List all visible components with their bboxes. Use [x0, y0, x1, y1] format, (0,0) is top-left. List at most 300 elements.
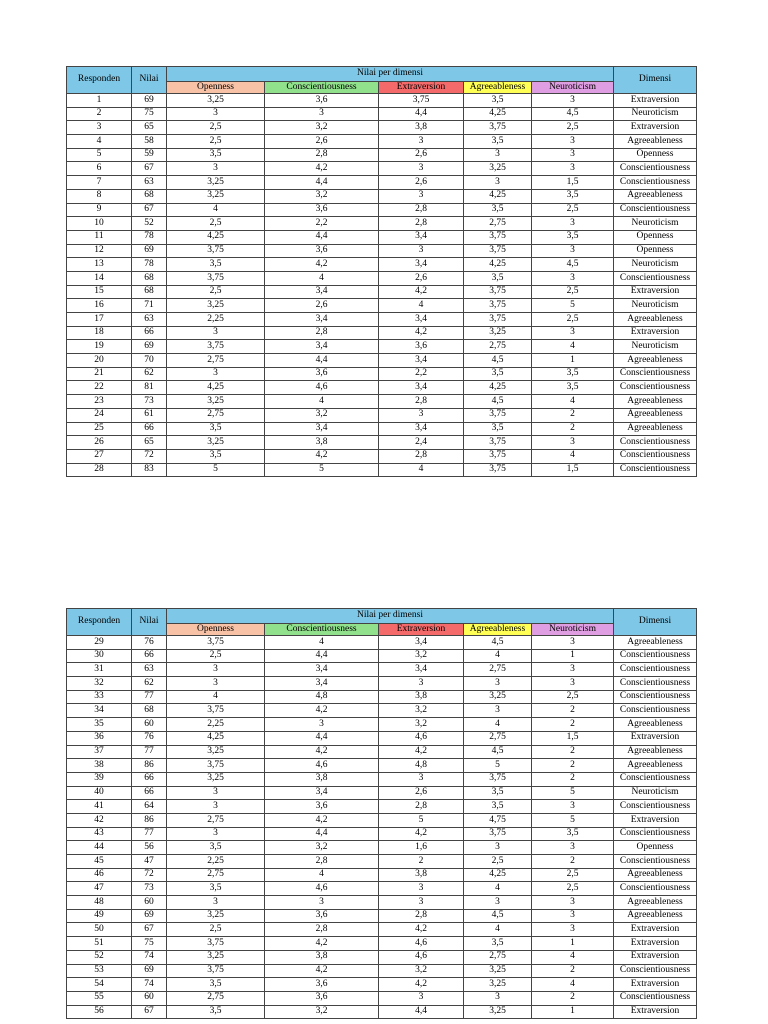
agreeableness-cell: 4,25 [464, 381, 532, 395]
nilai-cell: 86 [132, 759, 167, 773]
openness-cell: 3 [167, 162, 265, 176]
conscientiousness-cell: 3,2 [265, 189, 379, 203]
responden-cell: 44 [67, 841, 132, 855]
neuroticism-cell: 2 [532, 422, 614, 436]
header-dimensi: Dimensi [614, 609, 697, 636]
openness-cell: 3,5 [167, 422, 265, 436]
conscientiousness-cell: 4,4 [265, 230, 379, 244]
header-nilai-per-dimensi: Nilai per dimensi [167, 609, 614, 624]
responden-cell: 27 [67, 449, 132, 463]
nilai-cell: 76 [132, 636, 167, 650]
dimensi-cell: Extraversion [614, 813, 697, 827]
header-neuroticism: Neuroticism [532, 624, 614, 636]
table-row [67, 94, 697, 108]
openness-cell: 2,5 [167, 217, 265, 231]
extraversion-cell: 3,4 [379, 230, 464, 244]
table-row [67, 636, 697, 650]
table-row [67, 135, 697, 149]
dimensi-cell: Conscientiousness [614, 367, 697, 381]
table-row [67, 677, 697, 691]
conscientiousness-cell: 3,4 [265, 786, 379, 800]
agreeableness-cell: 2,75 [464, 663, 532, 677]
agreeableness-cell: 3,75 [464, 436, 532, 450]
dimensi-cell: Agreeableness [614, 408, 697, 422]
responden-cell: 20 [67, 354, 132, 368]
dimensi-cell: Extraversion [614, 731, 697, 745]
neuroticism-cell: 3,5 [532, 189, 614, 203]
agreeableness-cell: 3,5 [464, 367, 532, 381]
dimensi-cell: Extraversion [614, 923, 697, 937]
extraversion-cell: 2,4 [379, 436, 464, 450]
conscientiousness-cell: 4 [265, 636, 379, 650]
conscientiousness-cell: 2,6 [265, 299, 379, 313]
dimensi-cell: Neuroticism [614, 107, 697, 121]
dimensi-cell: Extraversion [614, 937, 697, 951]
responden-cell: 56 [67, 1005, 132, 1019]
nilai-cell: 65 [132, 436, 167, 450]
responden-cell: 11 [67, 230, 132, 244]
extraversion-cell: 2,2 [379, 367, 464, 381]
openness-cell: 3,5 [167, 449, 265, 463]
openness-cell: 3,75 [167, 340, 265, 354]
nilai-cell: 73 [132, 882, 167, 896]
neuroticism-cell: 4 [532, 340, 614, 354]
neuroticism-cell: 3 [532, 271, 614, 285]
conscientiousness-cell: 3,8 [265, 950, 379, 964]
header-conscientiousness: Conscientiousness [265, 624, 379, 636]
dimensi-cell: Extraversion [614, 326, 697, 340]
conscientiousness-cell: 2,8 [265, 923, 379, 937]
openness-cell: 3,25 [167, 909, 265, 923]
conscientiousness-cell: 3,4 [265, 677, 379, 691]
openness-cell: 3 [167, 800, 265, 814]
extraversion-cell: 4,6 [379, 731, 464, 745]
table-row [67, 107, 697, 121]
header-openness: Openness [167, 624, 265, 636]
dimensi-cell: Agreeableness [614, 422, 697, 436]
conscientiousness-cell: 3 [265, 896, 379, 910]
neuroticism-cell: 2 [532, 964, 614, 978]
responden-cell: 16 [67, 299, 132, 313]
agreeableness-cell: 3,75 [464, 299, 532, 313]
neuroticism-cell: 4 [532, 978, 614, 992]
responden-cell: 41 [67, 800, 132, 814]
openness-cell: 3 [167, 677, 265, 691]
dimensi-cell: Agreeableness [614, 189, 697, 203]
table-row [67, 162, 697, 176]
conscientiousness-cell: 2,8 [265, 855, 379, 869]
nilai-cell: 63 [132, 176, 167, 190]
nilai-cell: 64 [132, 800, 167, 814]
nilai-cell: 72 [132, 449, 167, 463]
neuroticism-cell: 3,5 [532, 367, 614, 381]
openness-cell: 2,75 [167, 813, 265, 827]
neuroticism-cell: 4 [532, 950, 614, 964]
neuroticism-cell: 2,5 [532, 313, 614, 327]
conscientiousness-cell: 3,6 [265, 244, 379, 258]
agreeableness-cell: 3 [464, 148, 532, 162]
openness-cell: 4 [167, 690, 265, 704]
extraversion-cell: 3 [379, 162, 464, 176]
responden-cell: 43 [67, 827, 132, 841]
agreeableness-cell: 3,75 [464, 313, 532, 327]
agreeableness-cell: 3,5 [464, 786, 532, 800]
nilai-cell: 81 [132, 381, 167, 395]
dimensi-cell: Extraversion [614, 94, 697, 108]
responden-cell: 32 [67, 677, 132, 691]
nilai-cell: 71 [132, 299, 167, 313]
dimensi-cell: Conscientiousness [614, 855, 697, 869]
extraversion-cell: 4,2 [379, 745, 464, 759]
responden-cell: 22 [67, 381, 132, 395]
openness-cell: 2,5 [167, 923, 265, 937]
table-row [67, 786, 697, 800]
nilai-cell: 75 [132, 937, 167, 951]
conscientiousness-cell: 4,2 [265, 937, 379, 951]
extraversion-cell: 4,6 [379, 950, 464, 964]
extraversion-cell: 2,8 [379, 203, 464, 217]
table-row [67, 148, 697, 162]
extraversion-cell: 2,8 [379, 449, 464, 463]
responden-cell: 8 [67, 189, 132, 203]
openness-cell: 3,75 [167, 937, 265, 951]
table-row [67, 772, 697, 786]
neuroticism-cell: 5 [532, 813, 614, 827]
nilai-cell: 68 [132, 704, 167, 718]
extraversion-cell: 2,6 [379, 176, 464, 190]
nilai-cell: 77 [132, 745, 167, 759]
table-row [67, 422, 697, 436]
openness-cell: 3,25 [167, 772, 265, 786]
openness-cell: 3,5 [167, 148, 265, 162]
conscientiousness-cell: 3 [265, 718, 379, 732]
nilai-cell: 69 [132, 909, 167, 923]
conscientiousness-cell: 4,6 [265, 759, 379, 773]
responden-cell: 52 [67, 950, 132, 964]
responden-cell: 5 [67, 148, 132, 162]
nilai-cell: 68 [132, 189, 167, 203]
agreeableness-cell: 3,25 [464, 690, 532, 704]
nilai-cell: 78 [132, 258, 167, 272]
nilai-cell: 86 [132, 813, 167, 827]
nilai-cell: 60 [132, 991, 167, 1005]
responden-cell: 18 [67, 326, 132, 340]
dimensi-cell: Agreeableness [614, 909, 697, 923]
table-row [67, 868, 697, 882]
nilai-cell: 60 [132, 896, 167, 910]
agreeableness-cell: 4,5 [464, 909, 532, 923]
responden-cell: 38 [67, 759, 132, 773]
dimensi-cell: Conscientiousness [614, 381, 697, 395]
neuroticism-cell: 3 [532, 923, 614, 937]
openness-cell: 3,25 [167, 395, 265, 409]
dimensi-cell: Extraversion [614, 978, 697, 992]
nilai-cell: 61 [132, 408, 167, 422]
dimensi-cell: Conscientiousness [614, 800, 697, 814]
table-body [67, 636, 697, 1019]
neuroticism-cell: 3,5 [532, 230, 614, 244]
responden-cell: 42 [67, 813, 132, 827]
agreeableness-cell: 3,5 [464, 800, 532, 814]
dimensi-cell: Openness [614, 230, 697, 244]
responden-cell: 31 [67, 663, 132, 677]
nilai-cell: 74 [132, 950, 167, 964]
neuroticism-cell: 2,5 [532, 868, 614, 882]
table-row [67, 950, 697, 964]
extraversion-cell: 3 [379, 408, 464, 422]
nilai-cell: 77 [132, 690, 167, 704]
table-row [67, 759, 697, 773]
extraversion-cell: 3 [379, 772, 464, 786]
agreeableness-cell: 3,5 [464, 94, 532, 108]
conscientiousness-cell: 4,4 [265, 176, 379, 190]
openness-cell: 3,25 [167, 745, 265, 759]
neuroticism-cell: 2 [532, 704, 614, 718]
openness-cell: 2,5 [167, 121, 265, 135]
openness-cell: 2,75 [167, 868, 265, 882]
dimensi-cell: Conscientiousness [614, 827, 697, 841]
neuroticism-cell: 3 [532, 800, 614, 814]
conscientiousness-cell: 4,2 [265, 704, 379, 718]
conscientiousness-cell: 2,6 [265, 135, 379, 149]
extraversion-cell: 3 [379, 677, 464, 691]
table-body [67, 94, 697, 477]
agreeableness-cell: 4 [464, 923, 532, 937]
table-row [67, 381, 697, 395]
neuroticism-cell: 3 [532, 94, 614, 108]
neuroticism-cell: 3 [532, 636, 614, 650]
openness-cell: 4,25 [167, 230, 265, 244]
agreeableness-cell: 4,5 [464, 395, 532, 409]
openness-cell: 5 [167, 463, 265, 477]
table-row [67, 121, 697, 135]
extraversion-cell: 3,4 [379, 663, 464, 677]
nilai-cell: 66 [132, 772, 167, 786]
responden-cell: 26 [67, 436, 132, 450]
conscientiousness-cell: 4 [265, 395, 379, 409]
neuroticism-cell: 1 [532, 937, 614, 951]
responden-cell: 1 [67, 94, 132, 108]
openness-cell: 3 [167, 663, 265, 677]
extraversion-cell: 3,4 [379, 422, 464, 436]
agreeableness-cell: 3 [464, 704, 532, 718]
header-agreeableness: Agreeableness [464, 82, 532, 94]
neuroticism-cell: 3 [532, 162, 614, 176]
dimensi-cell: Openness [614, 244, 697, 258]
extraversion-cell: 3,2 [379, 704, 464, 718]
extraversion-cell: 2 [379, 855, 464, 869]
nilai-cell: 67 [132, 162, 167, 176]
openness-cell: 3,75 [167, 636, 265, 650]
dimensi-cell: Agreeableness [614, 313, 697, 327]
score-table-2 [66, 608, 697, 1019]
neuroticism-cell: 2 [532, 718, 614, 732]
table-row [67, 244, 697, 258]
neuroticism-cell: 4,5 [532, 258, 614, 272]
openness-cell: 2,25 [167, 855, 265, 869]
nilai-cell: 63 [132, 313, 167, 327]
dimensi-cell: Conscientiousness [614, 463, 697, 477]
header-extraversion: Extraversion [379, 82, 464, 94]
nilai-cell: 58 [132, 135, 167, 149]
agreeableness-cell: 3,75 [464, 772, 532, 786]
openness-cell: 3,25 [167, 950, 265, 964]
openness-cell: 3,75 [167, 271, 265, 285]
extraversion-cell: 3,4 [379, 258, 464, 272]
nilai-cell: 77 [132, 827, 167, 841]
conscientiousness-cell: 3,6 [265, 991, 379, 1005]
conscientiousness-cell: 3,4 [265, 663, 379, 677]
agreeableness-cell: 3,75 [464, 230, 532, 244]
responden-cell: 29 [67, 636, 132, 650]
agreeableness-cell: 3,75 [464, 408, 532, 422]
dimensi-cell: Openness [614, 148, 697, 162]
neuroticism-cell: 3 [532, 677, 614, 691]
responden-cell: 7 [67, 176, 132, 190]
neuroticism-cell: 3 [532, 909, 614, 923]
responden-cell: 48 [67, 896, 132, 910]
responden-cell: 2 [67, 107, 132, 121]
agreeableness-cell: 2,75 [464, 340, 532, 354]
table-row [67, 896, 697, 910]
responden-cell: 4 [67, 135, 132, 149]
dimensi-cell: Neuroticism [614, 299, 697, 313]
openness-cell: 3,75 [167, 759, 265, 773]
header-agreeableness: Agreeableness [464, 624, 532, 636]
openness-cell: 2,25 [167, 718, 265, 732]
table-row [67, 937, 697, 951]
conscientiousness-cell: 5 [265, 463, 379, 477]
responden-cell: 54 [67, 978, 132, 992]
conscientiousness-cell: 3,4 [265, 422, 379, 436]
agreeableness-cell: 4,25 [464, 107, 532, 121]
table-row [67, 704, 697, 718]
agreeableness-cell: 4 [464, 649, 532, 663]
nilai-cell: 66 [132, 422, 167, 436]
responden-cell: 13 [67, 258, 132, 272]
table-row [67, 855, 697, 869]
table-row [67, 663, 697, 677]
table-row [67, 367, 697, 381]
nilai-cell: 69 [132, 244, 167, 258]
openness-cell: 2,5 [167, 649, 265, 663]
extraversion-cell: 3,4 [379, 313, 464, 327]
responden-cell: 37 [67, 745, 132, 759]
agreeableness-cell: 3,75 [464, 463, 532, 477]
agreeableness-cell: 3,25 [464, 1005, 532, 1019]
conscientiousness-cell: 3,6 [265, 978, 379, 992]
nilai-cell: 75 [132, 107, 167, 121]
extraversion-cell: 2,6 [379, 148, 464, 162]
extraversion-cell: 3,2 [379, 964, 464, 978]
openness-cell: 2,75 [167, 991, 265, 1005]
responden-cell: 6 [67, 162, 132, 176]
dimensi-cell: Conscientiousness [614, 690, 697, 704]
dimensi-cell: Conscientiousness [614, 991, 697, 1005]
neuroticism-cell: 3 [532, 896, 614, 910]
conscientiousness-cell: 3,4 [265, 340, 379, 354]
table-row [67, 230, 697, 244]
table-row [67, 449, 697, 463]
neuroticism-cell: 5 [532, 299, 614, 313]
openness-cell: 3 [167, 786, 265, 800]
dimensi-cell: Agreeableness [614, 636, 697, 650]
conscientiousness-cell: 3 [265, 107, 379, 121]
extraversion-cell: 3,8 [379, 868, 464, 882]
header-dimensi: Dimensi [614, 67, 697, 94]
dimensi-cell: Conscientiousness [614, 649, 697, 663]
table-row [67, 745, 697, 759]
agreeableness-cell: 5 [464, 759, 532, 773]
responden-cell: 15 [67, 285, 132, 299]
openness-cell: 3,5 [167, 841, 265, 855]
extraversion-cell: 2,6 [379, 786, 464, 800]
conscientiousness-cell: 4,4 [265, 354, 379, 368]
dimensi-cell: Neuroticism [614, 340, 697, 354]
dimensi-cell: Neuroticism [614, 217, 697, 231]
nilai-cell: 62 [132, 677, 167, 691]
nilai-cell: 74 [132, 978, 167, 992]
neuroticism-cell: 3,5 [532, 827, 614, 841]
dimensi-cell: Agreeableness [614, 395, 697, 409]
responden-cell: 33 [67, 690, 132, 704]
table-row [67, 408, 697, 422]
conscientiousness-cell: 4,2 [265, 745, 379, 759]
responden-cell: 9 [67, 203, 132, 217]
extraversion-cell: 3 [379, 135, 464, 149]
table-row [67, 923, 697, 937]
responden-cell: 36 [67, 731, 132, 745]
conscientiousness-cell: 4,4 [265, 649, 379, 663]
extraversion-cell: 3,75 [379, 94, 464, 108]
extraversion-cell: 4,2 [379, 827, 464, 841]
responden-cell: 30 [67, 649, 132, 663]
neuroticism-cell: 2 [532, 745, 614, 759]
neuroticism-cell: 3 [532, 326, 614, 340]
openness-cell: 3,75 [167, 964, 265, 978]
header-responden: Responden [67, 67, 132, 94]
dimensi-cell: Conscientiousness [614, 772, 697, 786]
conscientiousness-cell: 3,6 [265, 94, 379, 108]
neuroticism-cell: 2,5 [532, 285, 614, 299]
table-row [67, 909, 697, 923]
neuroticism-cell: 1,5 [532, 463, 614, 477]
responden-cell: 50 [67, 923, 132, 937]
openness-cell: 3,25 [167, 189, 265, 203]
extraversion-cell: 3,4 [379, 381, 464, 395]
nilai-cell: 66 [132, 326, 167, 340]
agreeableness-cell: 4,25 [464, 189, 532, 203]
nilai-cell: 72 [132, 868, 167, 882]
extraversion-cell: 2,8 [379, 217, 464, 231]
extraversion-cell: 4,2 [379, 326, 464, 340]
header-openness: Openness [167, 82, 265, 94]
openness-cell: 4 [167, 203, 265, 217]
responden-cell: 34 [67, 704, 132, 718]
neuroticism-cell: 5 [532, 786, 614, 800]
conscientiousness-cell: 2,8 [265, 326, 379, 340]
neuroticism-cell: 3 [532, 841, 614, 855]
agreeableness-cell: 4,25 [464, 258, 532, 272]
extraversion-cell: 4,4 [379, 107, 464, 121]
neuroticism-cell: 2,5 [532, 690, 614, 704]
neuroticism-cell: 2 [532, 855, 614, 869]
agreeableness-cell: 3,75 [464, 449, 532, 463]
dimensi-cell: Agreeableness [614, 135, 697, 149]
openness-cell: 4,25 [167, 381, 265, 395]
responden-cell: 51 [67, 937, 132, 951]
dimensi-cell: Agreeableness [614, 759, 697, 773]
